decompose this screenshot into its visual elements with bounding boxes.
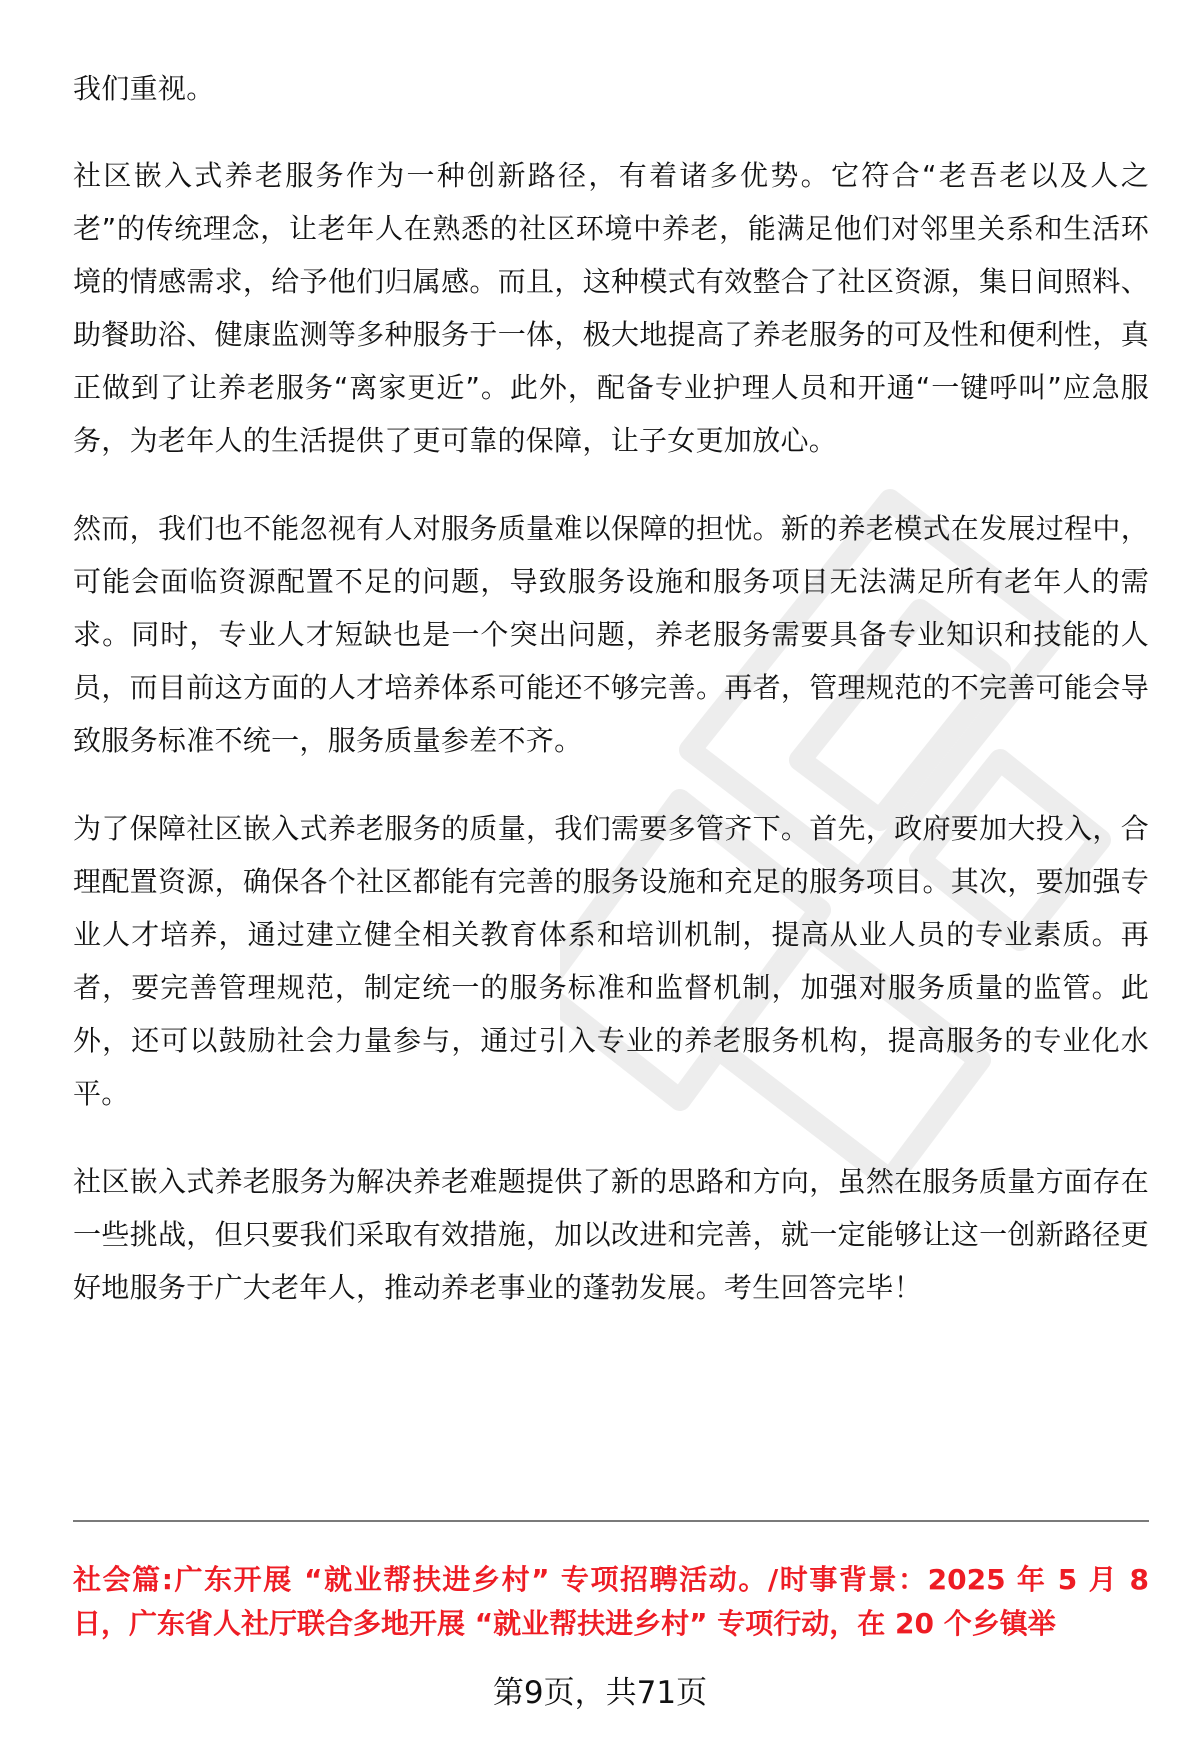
- page-number: 第9页，共71页: [492, 1675, 708, 1711]
- paragraph: 我们重视。: [73, 72, 215, 105]
- paragraph: 然而，我们也不能忽视有人对服务质量难以保障的担忧。新的养老模式在发展过程中，可能会面临资源配置不足的问题，导致服务设施和服务项目无法满足所有老年人的需求。同时，专业人才短缺也是一个突出问题，养老服务需要具备专业知识和技能的人员，而目前这方面的人才培养体系可能还不够完善。再者，管理规范的不完善可能会导致服务标准不统一，服务质量参差不齐。: [73, 512, 1149, 757]
- paragraph: 社区嵌入式养老服务作为一种创新路径，有着诸多优势。它符合“老吾老以及人之老”的传统理念，让老年人在熟悉的社区环境中养老，能满足他们对邻里关系和生活环境的情感需求，给予他们归属感。而且，这种模式有效整合了社区资源，集日间照料、助餐助浴、健康监测等多种服务于一体，极大地提高了养老服务的可及性和便利性，真正做到了让养老服务“离家更近”。此外，配备专业护理人员和开通“一键呼叫”应急服务，为老年人的生活提供了更可靠的保障，让子女更加放心。: [73, 159, 1149, 457]
- footer-note: 社会篇:广东开展 “就业帮扶进乡村” 专项招聘活动。/时事背景：2025 年 5 月 8 日，广东省人社厅联合多地开展 “就业帮扶进乡村” 专项行动，在 20 个乡镇举: [73, 1563, 1149, 1640]
- document-body: [73, 62, 1149, 1349]
- paragraph: 为了保障社区嵌入式养老服务的质量，我们需要多管齐下。首先，政府要加大投入，合理配置资源，确保各个社区都能有完善的服务设施和充足的服务项目。其次，要加强专业人才培养，通过建立健全相关教育体系和培训机制，提高从业人员的专业素质。再者，要完善管理规范，制定统一的服务标准和监督机制，加强对服务质量的监管。此外，还可以鼓励社会力量参与，通过引入专业的养老服务机构，提高服务的专业化水平。: [73, 812, 1149, 1110]
- footer-divider: [73, 1520, 1149, 1522]
- paragraph: 社区嵌入式养老服务为解决养老难题提供了新的思路和方向，虽然在服务质量方面存在一些挑战，但只要我们采取有效措施，加以改进和完善，就一定能够让这一创新路径更好地服务于广大老年人，推动养老事业的蓬勃发展。考生回答完毕！: [73, 1165, 1149, 1304]
